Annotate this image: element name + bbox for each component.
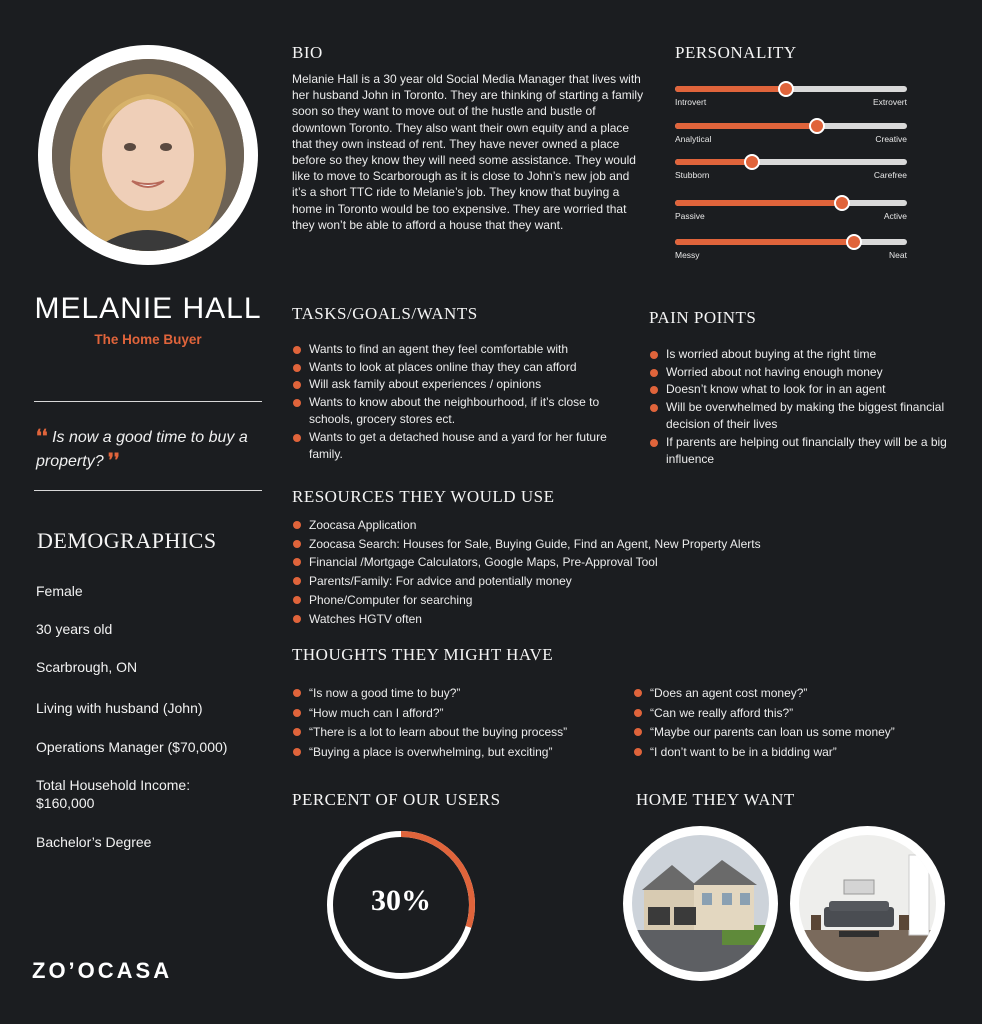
demographic-item: Female xyxy=(36,583,83,599)
quote-text: Is now a good time to buy a property? xyxy=(36,429,248,470)
list-item: Is worried about buying at the right time xyxy=(649,346,949,364)
personality-title: PERSONALITY xyxy=(675,43,797,62)
list-item: Wants to look at places online thay they can afford xyxy=(292,359,637,377)
list-item: Financial /Mortgage Calculators, Google Maps, Pre-Approval Tool xyxy=(292,553,932,572)
slider-right-label: Extrovert xyxy=(872,97,907,107)
list-item: “Does an agent cost money?” xyxy=(633,684,953,704)
slider-right-label: Active xyxy=(883,211,907,221)
divider xyxy=(34,401,262,402)
persona-quote xyxy=(36,425,266,473)
pain-points-title: PAIN POINTS xyxy=(649,308,757,327)
list-item: Will ask family about experiences / opinions xyxy=(292,376,637,394)
list-item: Worried about not having enough money xyxy=(649,364,949,382)
home-interior-image xyxy=(790,826,945,981)
slider-right-label: Neat xyxy=(889,250,907,260)
slider-fill xyxy=(675,239,854,245)
list-item: “Can we really afford this?” xyxy=(633,704,953,724)
personality-slider[interactable] xyxy=(675,239,907,245)
slider-knob[interactable] xyxy=(744,154,760,170)
demographic-item: Scarbrough, ON xyxy=(36,659,138,675)
personality-slider[interactable] xyxy=(675,86,907,92)
slider-fill xyxy=(675,200,842,206)
thoughts-list-left xyxy=(292,684,632,762)
persona-role: The Home Buyer xyxy=(94,332,202,347)
percent-value: 30% xyxy=(371,884,431,917)
slider-knob[interactable] xyxy=(846,234,862,250)
list-item: If parents are helping out financially they will be a big influence xyxy=(649,434,949,469)
demographic-item: Total Household Income: $160,000 xyxy=(36,777,191,811)
slider-fill xyxy=(675,159,752,165)
home-title: HOME THEY WANT xyxy=(636,790,795,809)
pain-points-list xyxy=(649,346,949,469)
personality-slider[interactable] xyxy=(675,123,907,129)
slider-left-label: Stubborn xyxy=(675,170,710,180)
list-item: Wants to know about the neighbourhood, if it’s close to schools, grocery stores ect. xyxy=(292,394,637,429)
list-item: Wants to find an agent they feel comfortable with xyxy=(292,341,637,359)
slider-left-label: Analytical xyxy=(675,134,712,144)
list-item: Zoocasa Search: Houses for Sale, Buying Guide, Find an Agent, New Property Alerts xyxy=(292,535,932,554)
percent-title: PERCENT OF OUR USERS xyxy=(292,790,501,809)
demographic-item: Living with husband (John) xyxy=(36,700,203,716)
list-item: “Maybe our parents can loan us some money” xyxy=(633,723,953,743)
list-item: Watches HGTV often xyxy=(292,610,932,629)
list-item: Zoocasa Application xyxy=(292,516,932,535)
home-exterior-image xyxy=(623,826,778,981)
slider-left-label: Passive xyxy=(675,211,705,221)
slider-left-label: Introvert xyxy=(675,97,707,107)
list-item: Doesn’t know what to look for in an agent xyxy=(649,381,949,399)
slider-right-label: Creative xyxy=(875,134,907,144)
list-item: Phone/Computer for searching xyxy=(292,591,932,610)
list-item: Wants to get a detached house and a yard for her future family. xyxy=(292,429,637,464)
demographics-title: DEMOGRAPHICS xyxy=(37,528,217,553)
avatar xyxy=(38,45,258,265)
close-quote-icon: ❜❜ xyxy=(108,450,120,471)
divider xyxy=(34,490,262,491)
tasks-list xyxy=(292,341,637,464)
zoocasa-logo: ZO’OCASA xyxy=(32,958,173,983)
demographic-item: 30 years old xyxy=(36,621,113,637)
personality-slider[interactable] xyxy=(675,200,907,206)
list-item: “Is now a good time to buy?” xyxy=(292,684,632,704)
bio-title: BIO xyxy=(292,43,323,62)
slider-knob[interactable] xyxy=(834,195,850,211)
list-item: “There is a lot to learn about the buying process” xyxy=(292,723,632,743)
open-quote-icon: ❛❛ xyxy=(36,426,48,447)
demographic-item: Operations Manager ($70,000) xyxy=(36,739,228,755)
slider-fill xyxy=(675,123,817,129)
list-item: Parents/Family: For advice and potentially money xyxy=(292,572,932,591)
list-item: “How much can I afford?” xyxy=(292,704,632,724)
list-item: “I don’t want to be in a bidding war” xyxy=(633,743,953,763)
avatar-photo xyxy=(52,59,244,251)
persona-name: MELANIE HALL xyxy=(34,292,262,325)
slider-knob[interactable] xyxy=(809,118,825,134)
slider-left-label: Messy xyxy=(675,250,700,260)
resources-list xyxy=(292,516,932,628)
personality-slider[interactable] xyxy=(675,159,907,165)
tasks-title: TASKS/GOALS/WANTS xyxy=(292,304,478,323)
resources-title: RESOURCES THEY WOULD USE xyxy=(292,487,555,506)
bio-text: Melanie Hall is a 30 year old Social Media Manager that lives with her husband John in Toronto. They are thinking of starting a family soon so they want to move out of the hustle and bustle of downtown Toronto. They also want their own equity and a place that they own instead of rent. They have never owned a place before so they know they will need some assistance. They would like to move to Scarborough as it is close to John’s new job and it’s a short TTC ride to Melanie’s job. They know that buying a home in Toronto would be too expensive. They are worried that they won’t be able to afford a house that they want. xyxy=(292,72,644,232)
thoughts-title: THOUGHTS THEY MIGHT HAVE xyxy=(292,645,554,664)
list-item: Will be overwhelmed by making the biggest financial decision of their lives xyxy=(649,399,949,434)
slider-knob[interactable] xyxy=(778,81,794,97)
slider-fill xyxy=(675,86,786,92)
slider-right-label: Carefree xyxy=(873,170,907,180)
demographic-item: Bachelor’s Degree xyxy=(36,834,152,850)
thoughts-list-right xyxy=(633,684,953,762)
list-item: “Buying a place is overwhelming, but exciting” xyxy=(292,743,632,763)
